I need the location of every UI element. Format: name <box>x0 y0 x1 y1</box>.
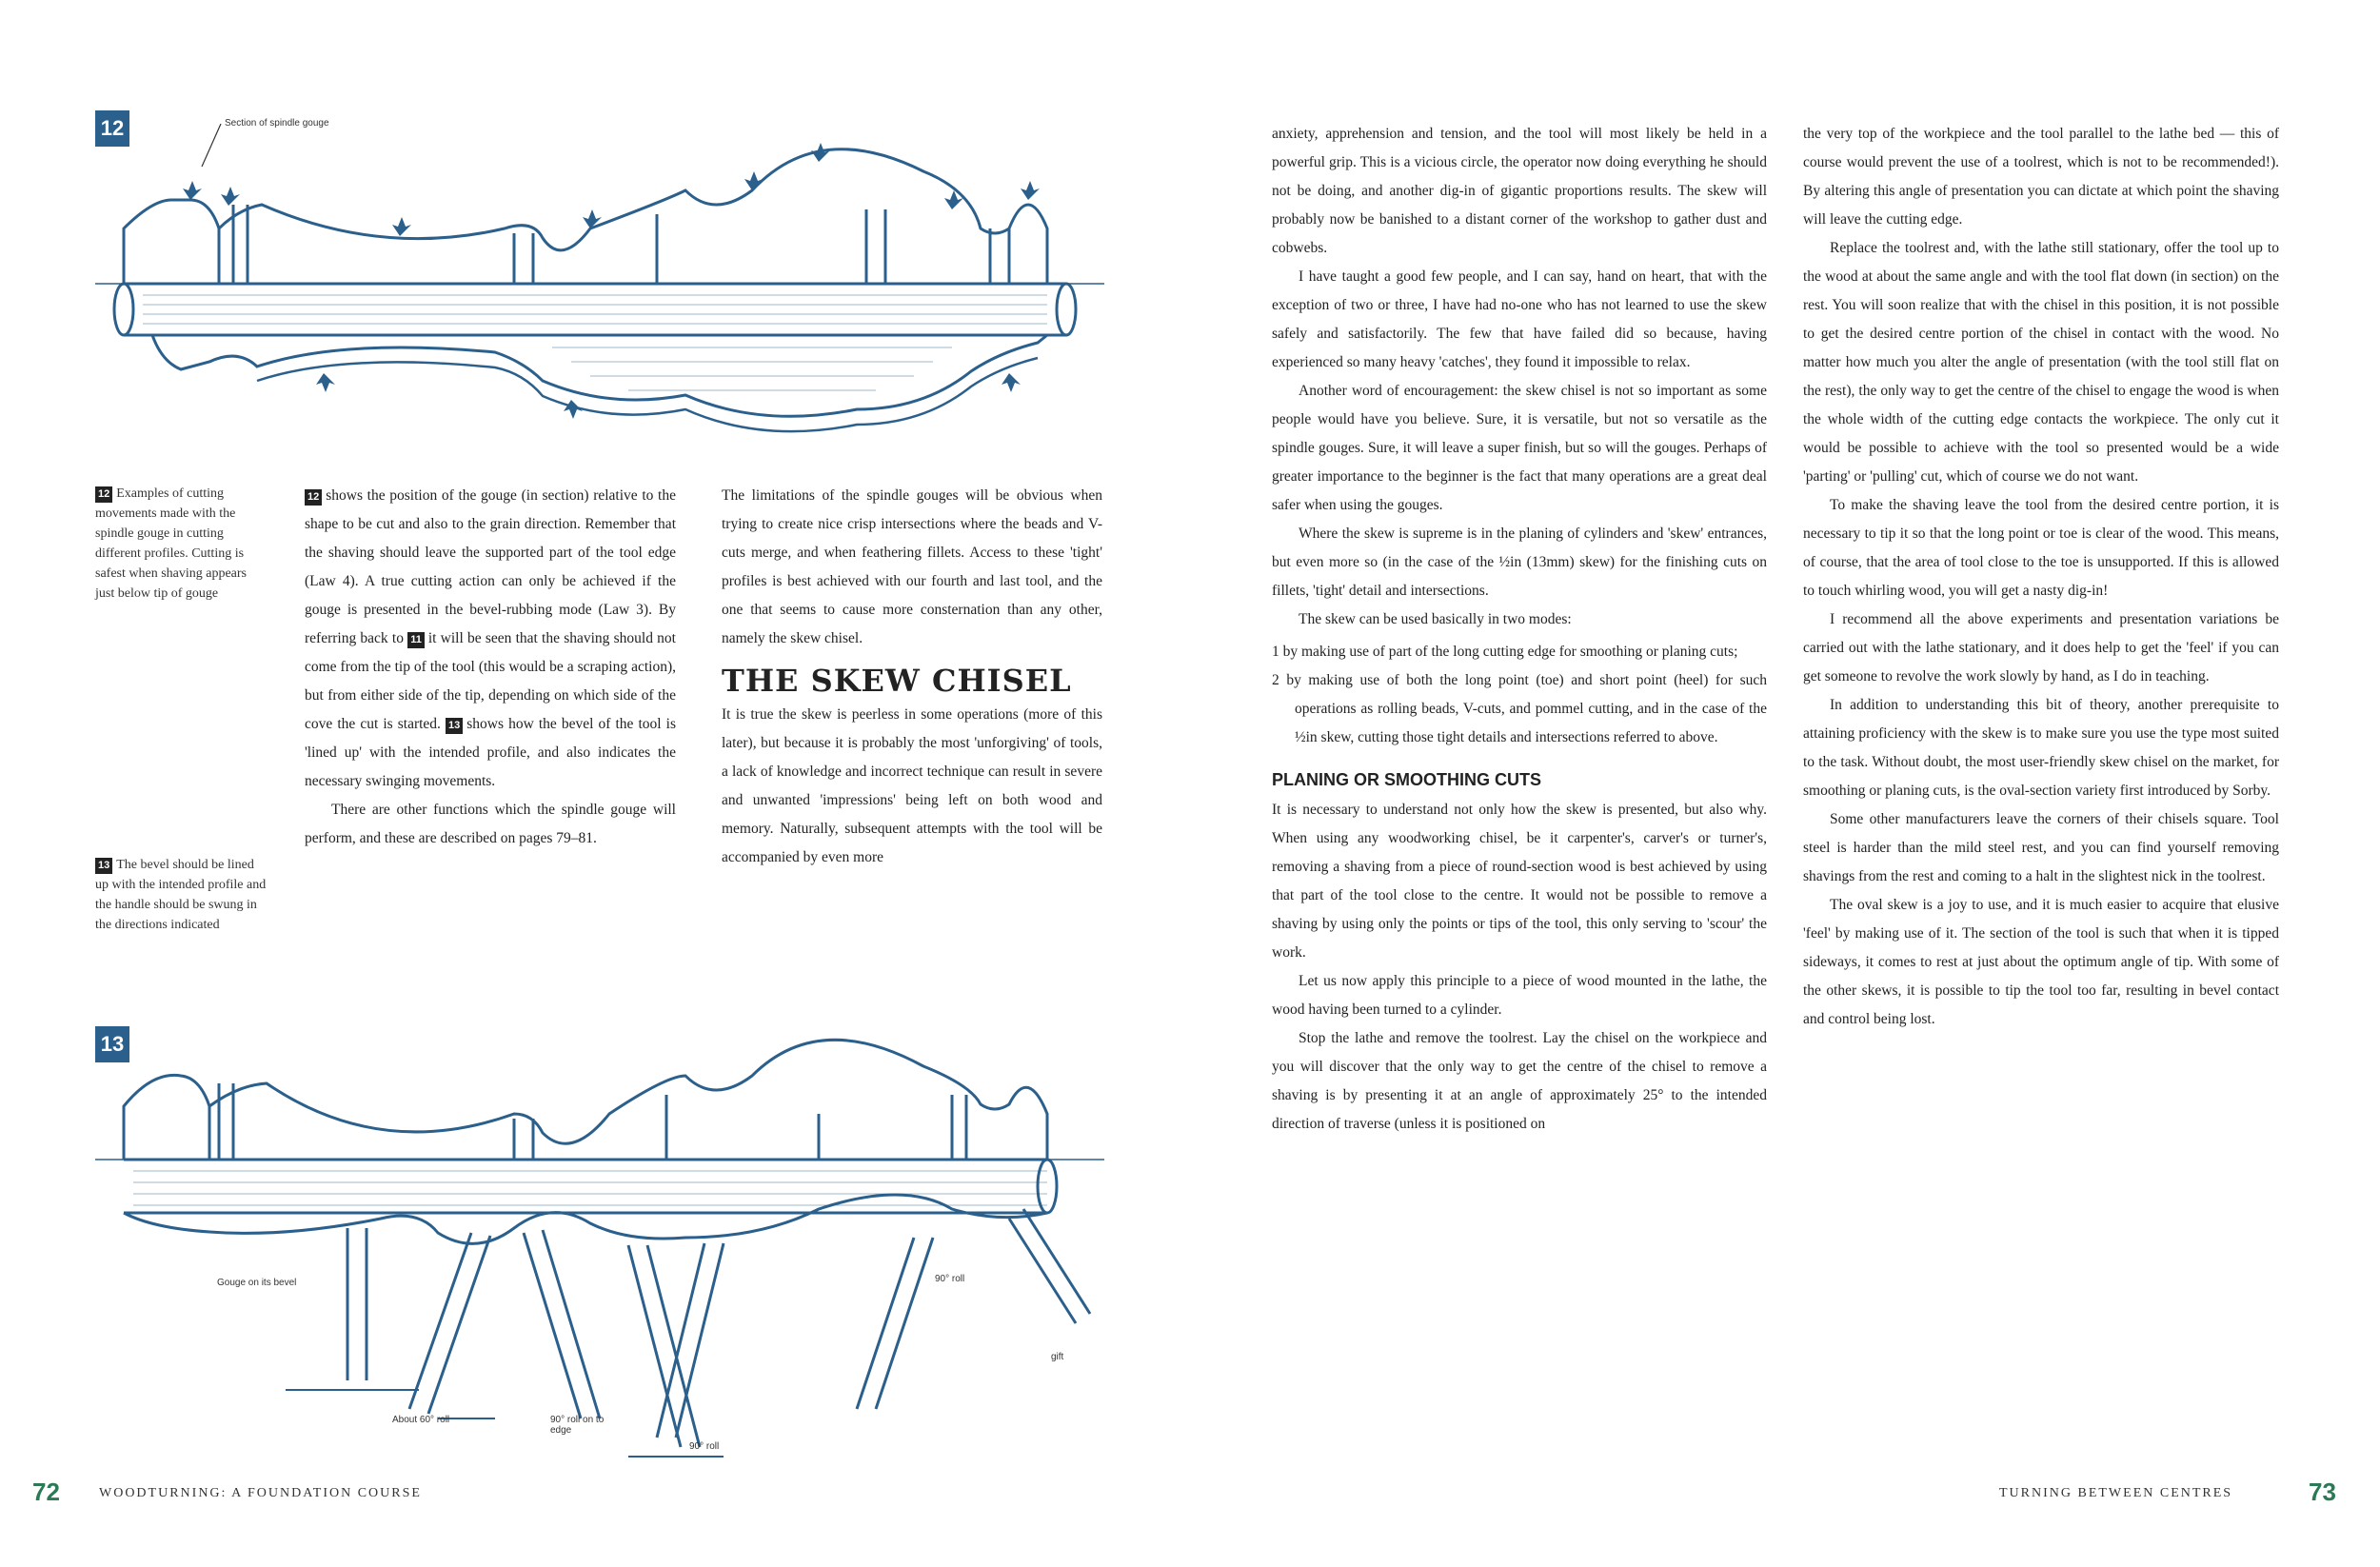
left-running-head: WOODTURNING: A FOUNDATION COURSE <box>99 1486 422 1500</box>
figure-12-caption <box>95 484 267 604</box>
right-column-2 <box>1803 120 2279 1034</box>
right-col2-paragraph-5: In addition to understanding this bit of theory, another prerequisite to attaining proficiency with the skew is to make sure you use the type most suited to the task. Without doubt, the most user-friendly skew chisel on the market, for smoothing or planing cuts, is the oval-section variety first introduced by Sorby. <box>1803 697 2279 799</box>
right-col1-paragraph-1: anxiety, apprehension and tension, and the tool will most likely be held in a powerful grip. This is a vicious circle, the operator now doing everything he should not be doing, and another dig-in of gigantic proportions results. The skew will probably now be banished to a distant corner of the workshop to gather dust and cobwebs. <box>1272 126 1767 256</box>
right-col2-paragraph-7: The oval skew is a joy to use, and it is much easier to acquire that elusive 'feel' by making use of it. The section of the tool is such that when it is tipped sideways, it comes to rest at just about the optimum angle of tip. With some of the other skews, it is possible to tip the tool too far, resulting in bevel contact and control being lost. <box>1803 897 2279 1027</box>
right-page-number: 73 <box>2309 1478 2336 1506</box>
figure-12-label-gouge: Section of spindle gouge <box>225 118 329 129</box>
caption-13-text: The bevel should be lined up with the intended profile and the handle should be swung in the directions indicated <box>95 858 267 932</box>
caption-12-badge: 12 <box>95 486 112 503</box>
right-col1-paragraph-6: It is necessary to understand not only how the skew is presented, but also why. When using any woodworking chisel, be it carpenter's, carver's or turner's, removing a shaving from a piece of round-section wood is best achieved by using that part of the tool close to the centre. It would not be possible to remove a shaving by using only the points or tips of the tool, this only serving to 'scour' the work. <box>1272 802 1767 961</box>
left-column-2 <box>305 482 676 853</box>
caption-12-text: Examples of cutting movements made with the spindle gouge in cutting different profiles. Cutting is safest when shaving appears just below tip of gouge <box>95 486 248 601</box>
figure-13-label-90-roll-edge: 90° roll on to edge <box>550 1415 605 1436</box>
inline-figure-ref-11: 11 <box>407 632 425 648</box>
inline-figure-ref-13: 13 <box>446 718 463 734</box>
list-item: 1 by making use of part of the long cutting edge for smoothing or planing cuts; <box>1272 644 1738 660</box>
right-col2-paragraph-4: I recommend all the above experiments and presentation variations be carried out with the lathe stationary, and it does help to get the 'feel' if you can get someone to revolve the work slowly by hand, as I do in teaching. <box>1803 611 2279 684</box>
figure-12-number: 12 <box>95 110 129 147</box>
right-running-head: TURNING BETWEEN CENTRES <box>1999 1486 2233 1500</box>
figure-12-diagram <box>95 124 1123 447</box>
figure-13-diagram <box>95 1019 1123 1466</box>
figure-13-number: 13 <box>95 1026 129 1062</box>
left-col3-paragraph-1: The limitations of the spindle gouges will be obvious when trying to create nice crisp intersections where the beads and V-cuts merge, and when feathering fillets. Access to these 'tight' profiles is best achieved with our fourth and last tool, and the one that seems to cause more consternation than any other, namely the skew chisel. <box>722 487 1102 646</box>
left-col2-p1-a: shows the position of the gouge (in section) relative to the shape to be cut and also to the grain direction. Remember that the shaving should leave the supported part of the tool edge (Law 4). A true cutting action can only be achieved if the gouge is presented in the bevel-rubbing mode (Law 3). By referring back to <box>305 487 676 646</box>
left-column-3 <box>722 482 1102 872</box>
right-col1-paragraph-7: Let us now apply this principle to a piece of wood mounted in the lathe, the wood having been turned to a cylinder. <box>1272 973 1767 1018</box>
figure-13-label-90-roll-right: 90° roll <box>935 1274 965 1284</box>
right-col1-paragraph-8: Stop the lathe and remove the toolrest. Lay the chisel on the workpiece and you will discover that the only way to get the centre of the chisel to remove a shaving is by presenting it at an angle of approximately 25° to the intended direction of traverse (unless it is positioned on <box>1272 1030 1767 1132</box>
left-col2-paragraph-2: There are other functions which the spindle gouge will perform, and these are described on pages 79–81. <box>305 802 676 846</box>
section-heading-skew-chisel: THE SKEW CHISEL <box>722 663 1072 699</box>
right-col2-paragraph-3: To make the shaving leave the tool from the desired centre portion, it is necessary to tip it so that the long point or toe is clear of the wood. This means, of course, that the area of tool close to the toe is unsupported. If this is allowed to touch whirling wood, you will get a nasty dig-in! <box>1803 497 2279 599</box>
figure-13-caption <box>95 855 267 935</box>
right-col1-paragraph-5: The skew can be used basically in two modes: <box>1299 611 1572 627</box>
right-col1-paragraph-4: Where the skew is supreme is in the planing of cylinders and 'skew' entrances, but even more so (in the case of the ½in (13mm) skew) for the finishing cuts on fillets, 'tight' detail and intersections. <box>1272 526 1767 599</box>
right-col1-paragraph-3: Another word of encouragement: the skew chisel is not so important as some people would have you believe. Sure, it is versatile, but not so versatile as the spindle gouges. Sure, it will leave a super finish, but so will the gouges. Perhaps of greater importance to the beginner is the fact that many operations are a great deal safer when using the gouges. <box>1272 383 1767 513</box>
subheading-planing-cuts: PLANING OR SMOOTHING CUTS <box>1272 770 1541 789</box>
right-column-1 <box>1272 120 1767 1139</box>
left-col3-paragraph-2: It is true the skew is peerless in some operations (more of this later), but because it is probably the most 'unforgiving' of tools, a lack of knowledge and incorrect technique can result in severe and unwanted 'impressions' being left on both wood and memory. Naturally, subsequent attempts with the tool will be accompanied by even more <box>722 706 1102 865</box>
figure-13-label-90-roll-bottom: 90° roll <box>689 1441 720 1452</box>
left-page-number: 72 <box>32 1478 60 1506</box>
right-col2-paragraph-2: Replace the toolrest and, with the lathe still stationary, offer the tool up to the wood at about the same angle and with the tool flat down (in section) on the rest. You will soon realize that with the chisel in this position, it is not possible to get the desired centre portion of the chisel in contact with the wood. No matter how much you alter the angle of presentation (with the tool still flat on the rest), the only way to get the centre of the chisel to engage the wood is when the whole width of the cutting edge contacts the workpiece. The only cut it would be possible to achieve with the tool so presented would be a wide 'parting' or 'pulling' cut, which of course we do not want. <box>1803 240 2279 485</box>
left-col2-p1-b: it will be seen that the shaving should not come from the tip of the tool (this would be a scraping action), but from either side of the tip, depending on which side of the cove the cut is started. <box>305 630 676 732</box>
skew-modes-list <box>1272 638 1767 752</box>
list-item: 2 by making use of both the long point (toe) and short point (heel) for such operations as rolling beads, V-cuts, and pommel cutting, and in the case of the ½in skew, cutting those tight details and intersections referred to above. <box>1272 672 1767 745</box>
left-col2-paragraph-1 <box>305 482 676 796</box>
right-col2-paragraph-6: Some other manufacturers leave the corners of their chisels square. Tool steel is harder than the mild steel rest, and you can find yourself removing shavings from the rest and coming to a halt in the slightest nick in the toolrest. <box>1803 811 2279 884</box>
figure-13-label-about-60-roll: About 60° roll <box>392 1415 450 1425</box>
caption-13-badge: 13 <box>95 858 112 874</box>
figure-13-label-tip: gift <box>1051 1352 1064 1362</box>
right-col1-paragraph-2: I have taught a good few people, and I can say, hand on heart, that with the exception of two or three, I have had no-one who has not learned to use the skew safely and satisfactorily. The few that have failed did so because, having experienced so many heavy 'catches', they found it impossible to relax. <box>1272 268 1767 370</box>
right-col2-paragraph-1: the very top of the workpiece and the tool parallel to the lathe bed — this of course would prevent the use of a toolrest, which is not to be recommended!). By altering this angle of presentation you can dictate at which point the shaving will leave the cutting edge. <box>1803 126 2279 228</box>
left-col2-p1-c: shows how the bevel of the tool is 'lined up' with the intended profile, and also indicates the necessary swinging movements. <box>305 716 676 789</box>
figure-13-label-gouge-on-bevel: Gouge on its bevel <box>217 1278 297 1288</box>
inline-figure-ref-12: 12 <box>305 489 322 506</box>
